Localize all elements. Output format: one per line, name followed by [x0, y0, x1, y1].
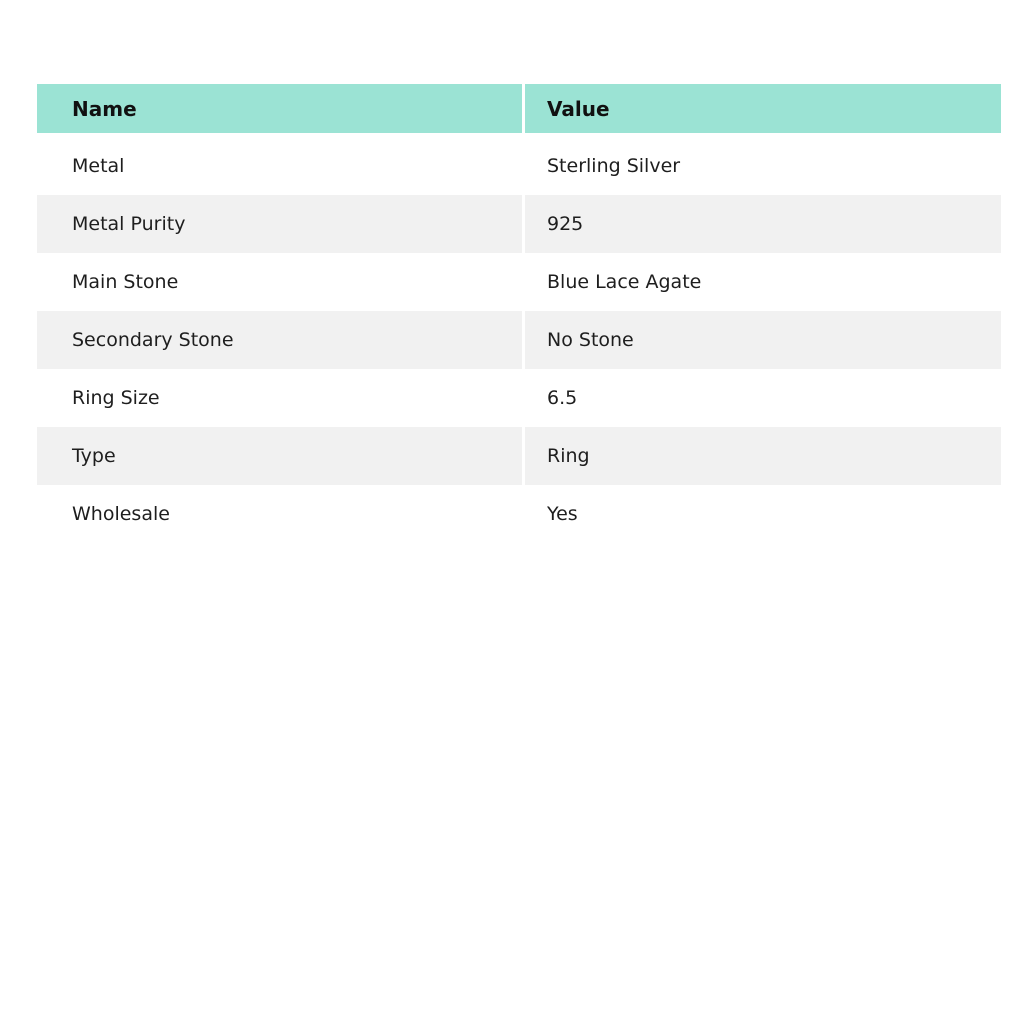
property-value: Sterling Silver — [547, 155, 681, 177]
property-value-cell — [525, 427, 1001, 485]
property-value-cell — [525, 253, 1001, 311]
property-name: Type — [72, 445, 116, 467]
property-name-cell — [37, 369, 522, 427]
header-name-label: Name — [72, 96, 137, 121]
property-value-cell — [525, 137, 1001, 195]
property-value-cell — [525, 485, 1001, 543]
table-row — [37, 137, 1001, 195]
property-name: Secondary Stone — [72, 329, 234, 351]
table-row — [37, 369, 1001, 427]
property-name-cell — [37, 311, 522, 369]
property-name-cell — [37, 195, 522, 253]
property-value-cell — [525, 369, 1001, 427]
table-header-row — [37, 84, 1001, 133]
property-value: 6.5 — [547, 387, 578, 409]
table-row — [37, 485, 1001, 543]
property-name-cell — [37, 137, 522, 195]
property-name: Main Stone — [72, 271, 179, 293]
property-name: Wholesale — [72, 503, 170, 525]
header-value-cell — [525, 84, 1001, 133]
property-name-cell — [37, 485, 522, 543]
property-name: Metal — [72, 155, 125, 177]
property-name: Ring Size — [72, 387, 160, 409]
property-name-cell — [37, 427, 522, 485]
property-value: No Stone — [547, 329, 634, 351]
product-attributes-table — [37, 84, 1001, 543]
property-value-cell — [525, 311, 1001, 369]
table-row — [37, 195, 1001, 253]
table-row — [37, 253, 1001, 311]
property-value: Ring — [547, 445, 590, 467]
property-value-cell — [525, 195, 1001, 253]
property-name: Metal Purity — [72, 213, 186, 235]
header-value-label: Value — [547, 96, 610, 121]
table-row — [37, 311, 1001, 369]
property-value: Yes — [547, 503, 578, 525]
property-value: Blue Lace Agate — [547, 271, 702, 293]
table-row — [37, 427, 1001, 485]
property-name-cell — [37, 253, 522, 311]
property-value: 925 — [547, 213, 584, 235]
header-name-cell — [37, 84, 522, 133]
